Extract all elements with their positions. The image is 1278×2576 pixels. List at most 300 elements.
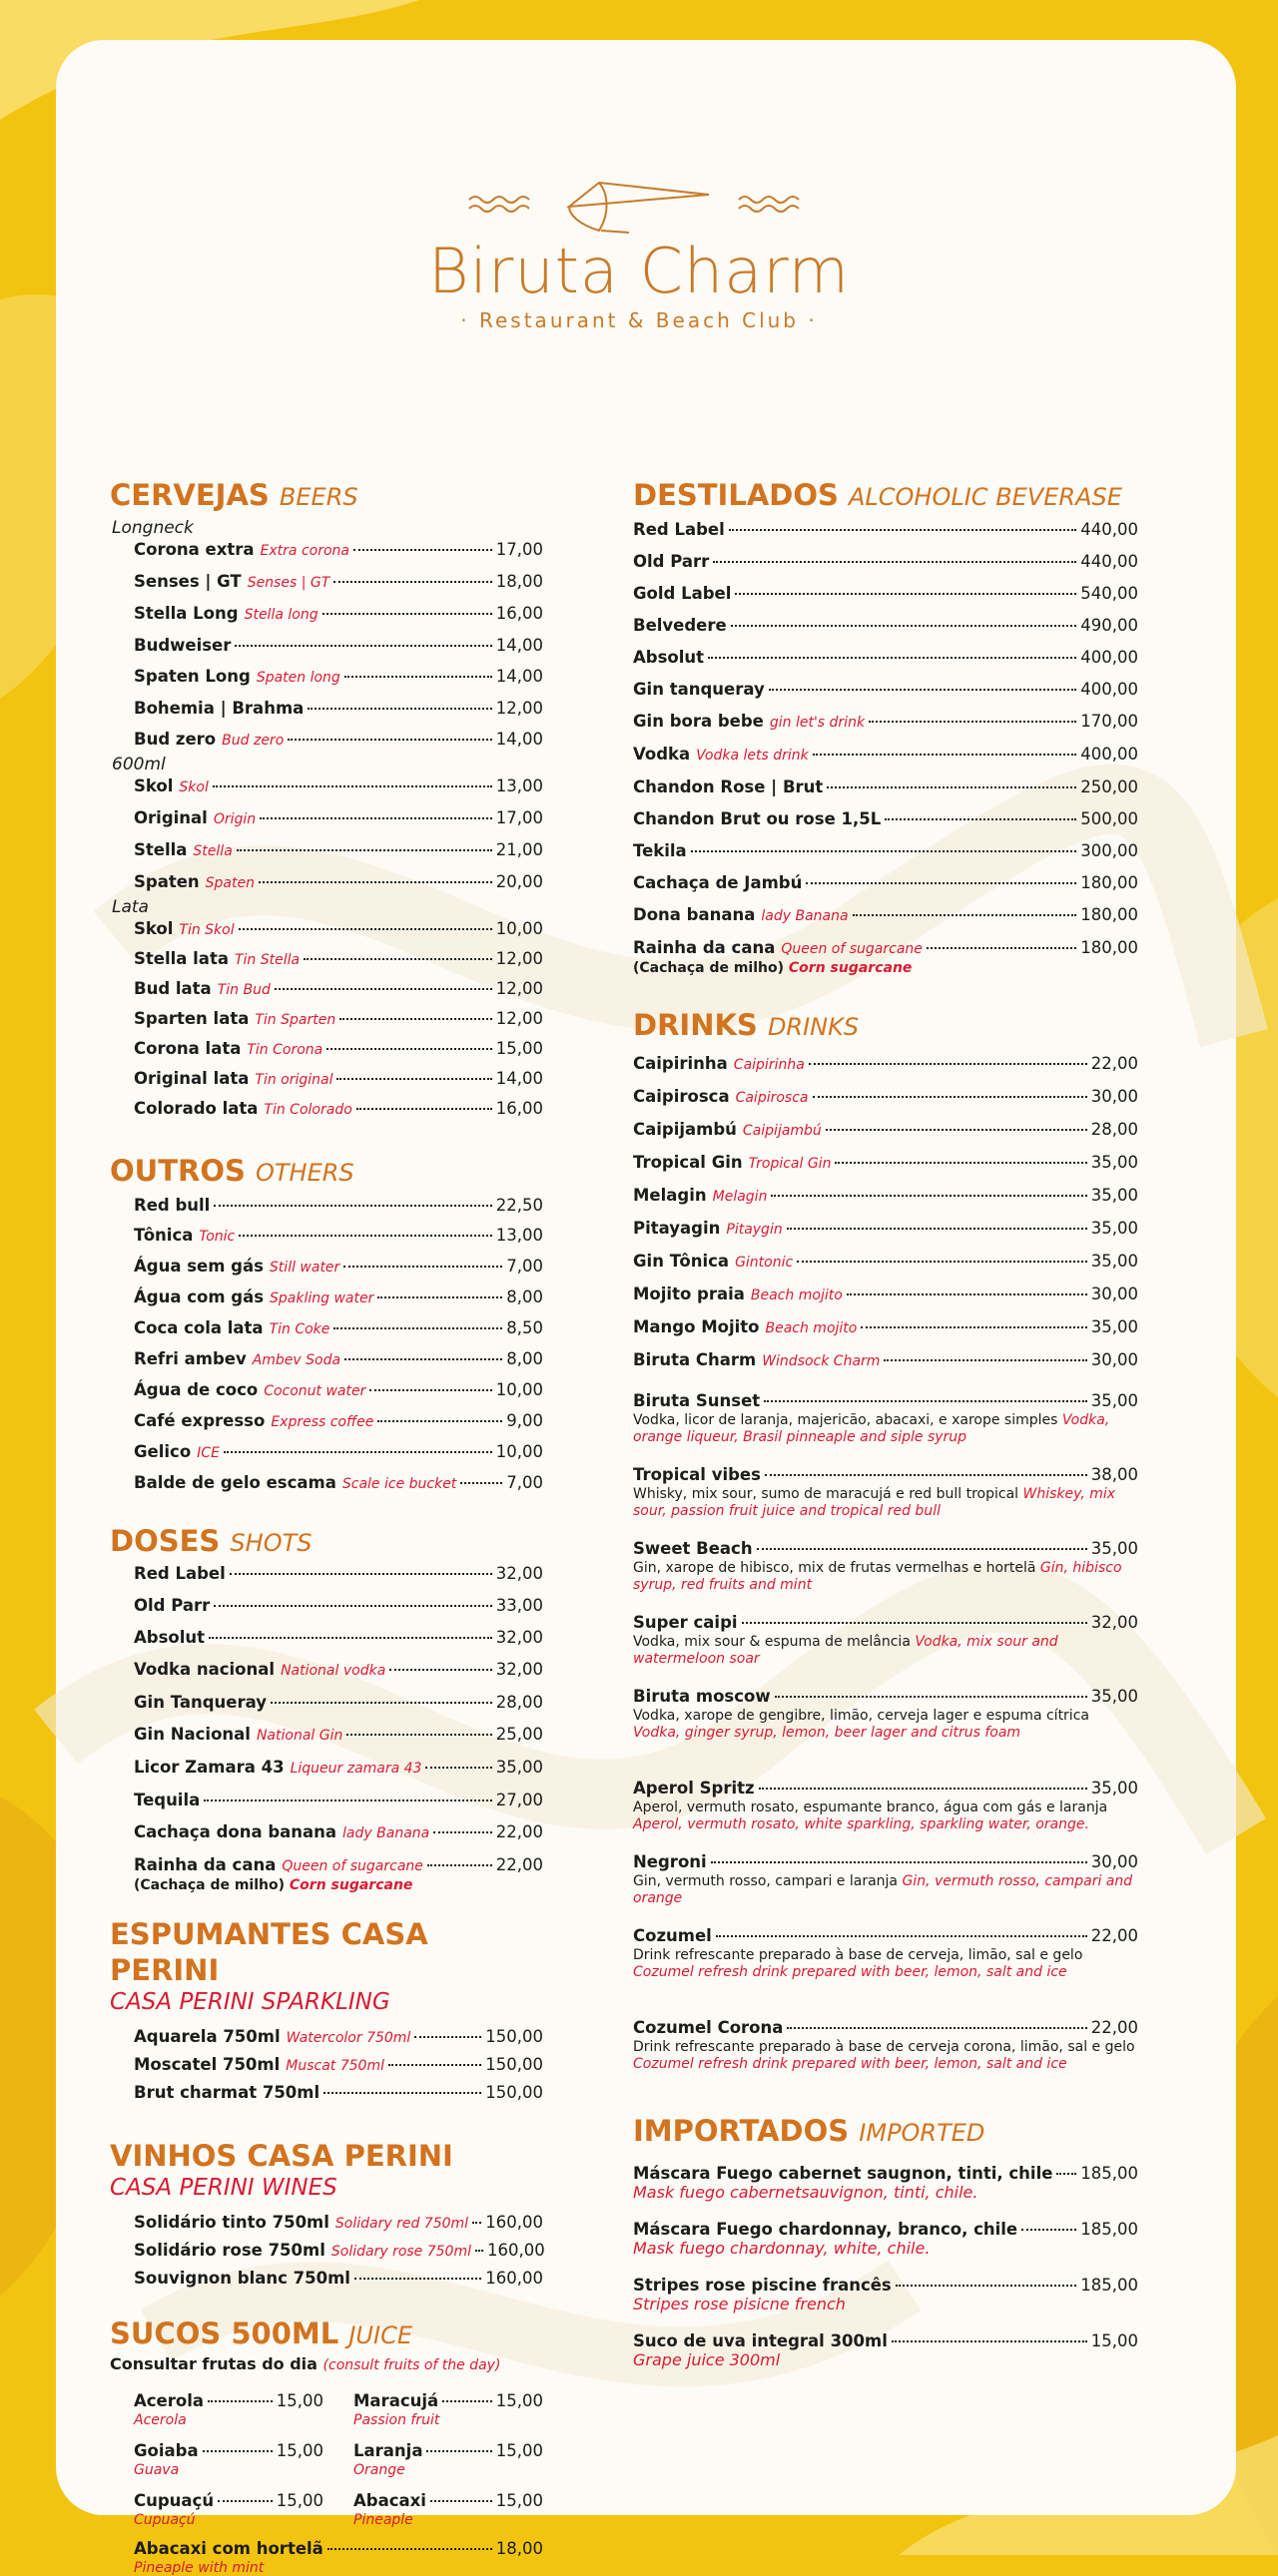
menu-entry [633, 711, 1138, 734]
leader-dots [204, 1800, 491, 1802]
item-name: Acerola [134, 2391, 205, 2410]
section-title-en: IMPORTED [859, 2119, 985, 2147]
menu-entry [134, 1317, 543, 1340]
item-name: Old Parr [633, 552, 710, 571]
leader-dots [759, 1788, 1087, 1790]
menu-entry [134, 1595, 543, 1617]
menu-item [633, 872, 1138, 894]
item-name-en: Bud zero [222, 733, 285, 749]
menu-item [633, 2017, 1138, 2039]
leader-dots [742, 1622, 1087, 1624]
item-price: 32,00 [495, 1564, 543, 1583]
item-price: 27,00 [495, 1791, 543, 1809]
item-name-en: Stripes rose pisicne french [633, 2295, 846, 2314]
item-name: Caipirinha [633, 1054, 728, 1073]
item-name-en: Watercolor 750ml [286, 2030, 411, 2046]
menu-item [633, 1686, 1138, 1708]
item-price: 35,00 [1090, 1687, 1138, 1706]
leader-dots [433, 1831, 492, 1833]
menu-item [633, 1119, 1138, 1142]
brand-subtitle: · Restaurant & Beach Club · [460, 308, 818, 332]
item-name-en: Stella long [244, 607, 319, 623]
item-name-en: ICE [197, 1445, 220, 1461]
item-name: Stella [134, 840, 188, 859]
menu-entry [134, 1038, 543, 1061]
menu-item [633, 1152, 1138, 1175]
leader-dots [813, 1096, 1087, 1098]
item-name-en: Origin [213, 811, 257, 827]
menu-item [134, 1757, 543, 1780]
item-name-en: Ambev Soda [252, 1352, 341, 1368]
leader-dots [460, 1482, 502, 1484]
item-name-en: Scale ice bucket [341, 1476, 457, 1492]
menu-entry [134, 1472, 543, 1495]
menu-item [353, 2390, 543, 2412]
menu-entry [134, 807, 543, 830]
leader-dots [218, 2500, 273, 2502]
item-name: Caipirosca [633, 1087, 730, 1106]
item-description [633, 1947, 1138, 1981]
section-title [633, 477, 1138, 515]
menu-item [134, 1195, 543, 1217]
group-label: Lata [112, 897, 149, 917]
imported-entry [633, 2275, 1138, 2313]
item-name-en: Tin Stella [234, 952, 301, 968]
item-name: Abacaxi com hortelã [134, 2539, 323, 2558]
item-name: Tônica [134, 1226, 194, 1245]
section-title-pt: DRINKS [633, 1008, 758, 1042]
item-price: 8,50 [506, 1318, 543, 1337]
item-description-pt: Gin, vermuth rosso, campari e laranja [633, 1873, 898, 1889]
menu-entry [134, 698, 543, 720]
menu-item [134, 1379, 543, 1402]
item-name: Cachaça dona banana [134, 1822, 337, 1841]
item-name-en: Orange [353, 2462, 405, 2478]
item-name: Stella lata [134, 949, 229, 968]
item-name: Dona banana [633, 905, 756, 924]
item-price: 18,00 [495, 2539, 543, 2558]
section-title [110, 1523, 543, 1561]
leader-dots [239, 928, 492, 930]
item-name: Bohemia | Brahma [134, 699, 305, 718]
menu-item [134, 1724, 543, 1747]
menu-entry [134, 1287, 543, 1309]
section-title-en: BEERS [279, 483, 358, 511]
item-description-pt: Vodka, mix sour & espuma de melância [633, 1634, 911, 1650]
menu-item [134, 1008, 543, 1031]
leader-dots [354, 2278, 481, 2280]
item-price: 400,00 [1080, 680, 1138, 699]
item-price: 35,00 [1090, 1153, 1138, 1172]
menu-entry [134, 978, 543, 1001]
menu-item [353, 2440, 543, 2462]
item-price: 12,00 [495, 949, 543, 968]
item-name-en: Passion fruit [353, 2412, 440, 2428]
section-title [110, 1153, 543, 1191]
item-name: Absolut [633, 648, 705, 667]
leader-dots [806, 882, 1076, 884]
item-name: Cozumel Corona [633, 2018, 784, 2037]
leader-dots [731, 625, 1077, 627]
leader-dots [224, 1451, 492, 1453]
item-price: 18,00 [495, 572, 543, 591]
item-name-en: Skol [179, 779, 209, 795]
item-name-en: National vodka [281, 1663, 386, 1679]
item-name-en: Muscat 750ml [286, 2058, 384, 2074]
item-name: Tekila [633, 841, 687, 860]
leader-dots [711, 1861, 1087, 1863]
item-name-en: Vodka lets drink [696, 748, 809, 764]
menu-entry [134, 2268, 543, 2290]
item-name-en: Caipirinha [733, 1057, 805, 1073]
item-price: 9,00 [506, 1411, 543, 1430]
menu-entry [134, 1256, 543, 1279]
menu-item [633, 551, 1138, 573]
item-name: Chandon Rose | Brut [633, 777, 824, 796]
item-price: 10,00 [495, 1442, 543, 1461]
item-name: Spaten Long [134, 667, 251, 686]
menu-entry [134, 571, 543, 594]
section-subtitle: CASA PERINI WINES [110, 2175, 337, 2201]
menu-item [134, 729, 543, 752]
item-name: Cupuaçú [134, 2491, 215, 2510]
leader-dots [427, 1864, 492, 1866]
cervejas-section [110, 477, 543, 1121]
menu-item [633, 1538, 1138, 1560]
item-price: 25,00 [495, 1725, 543, 1744]
item-name: Máscara Fuego chardonnay, branco, chile [633, 2220, 1018, 2239]
section-title-en: ALCOHOLIC BEVERASE [848, 483, 1122, 511]
vinhos-section [110, 2138, 543, 2290]
item-price: 30,00 [1090, 1350, 1138, 1369]
menu-entry [633, 1119, 1138, 1142]
item-price: 250,00 [1080, 777, 1138, 796]
item-price: 28,00 [495, 1693, 543, 1712]
menu-entry [633, 1053, 1138, 1076]
section-note-en: (consult fruits of the day) [322, 2357, 501, 2373]
item-name: Máscara Fuego cabernet saugnon, tinti, chile [633, 2164, 1053, 2183]
item-description-en: Vodka, orange liqueur, Brasil pinneaple and siple syrup [633, 1412, 1110, 1445]
windsock-logo-icon [459, 175, 819, 235]
item-name: Água sem gás [134, 1257, 264, 1276]
item-price: 13,00 [495, 776, 543, 795]
item-price: 180,00 [1080, 905, 1138, 924]
menu-item [134, 2082, 543, 2104]
item-name: Bud lata [134, 979, 212, 998]
leader-dots [214, 1605, 491, 1607]
imported-entry [633, 2219, 1138, 2257]
item-name-en: lady Banana [761, 908, 849, 924]
item-description-pt: Aperol, vermuth rosato, espumante branco, água com gás e laranja [633, 1800, 1108, 1815]
menu-item [134, 2538, 543, 2560]
item-name: Stella Long [134, 604, 239, 623]
leader-dots [377, 1420, 502, 1422]
item-name: Coca cola lata [134, 1318, 264, 1337]
menu-item [134, 698, 543, 720]
leader-dots [691, 850, 1077, 852]
item-name-en: lady Banana [342, 1825, 430, 1841]
menu-item [633, 1349, 1138, 1372]
section-title [633, 1007, 1138, 1045]
item-name: Licor Zamara 43 [134, 1758, 285, 1777]
menu-item [134, 1595, 543, 1617]
item-name: Tropical Gin [633, 1153, 743, 1172]
leader-dots [389, 1669, 491, 1671]
menu-entry [134, 1195, 543, 1217]
item-subtitle-pt: (Cachaça de milho) [633, 960, 785, 976]
item-name: Belvedere [633, 616, 727, 635]
item-name-en: Beach mojito [750, 1288, 843, 1303]
item-name: Brut charmat 750ml [134, 2083, 320, 2102]
menu-item [134, 978, 543, 1001]
menu-entry [633, 615, 1138, 637]
menu-item [134, 839, 543, 862]
item-price: 28,00 [1090, 1120, 1138, 1139]
item-name-en: Queen of sugarcane [282, 1858, 423, 1874]
item-description-en: Cozumel refresh drink prepared with beer, lemon, salt and ice [633, 1964, 1067, 1980]
item-price: 35,00 [1090, 1779, 1138, 1798]
item-price: 14,00 [495, 667, 543, 686]
menu-entry [134, 918, 543, 941]
menu-item [633, 1218, 1138, 1241]
item-name: Gin Tanqueray [134, 1693, 267, 1712]
drink-entry [633, 1612, 1138, 1668]
leader-dots [472, 2222, 481, 2224]
leader-dots [729, 529, 1077, 531]
leader-dots [861, 1326, 1086, 1328]
item-name: Tropical vibes [633, 1465, 761, 1484]
menu-item [633, 2163, 1138, 2185]
leader-dots [896, 2285, 1077, 2287]
leader-dots [260, 817, 492, 819]
menu-item [134, 1659, 543, 1682]
menu-item [633, 1851, 1138, 1873]
item-description-pt: Whisky, mix sour, sumo de maracujá e red bull tropical [633, 1486, 1019, 1502]
leader-dots [208, 2400, 273, 2402]
leader-dots [426, 2450, 491, 2452]
menu-entry [633, 840, 1138, 862]
leader-dots [304, 958, 492, 960]
item-name: Goiaba [134, 2441, 199, 2460]
item-name: Vodka nacional [134, 1660, 276, 1679]
menu-entry [633, 583, 1138, 605]
brand-header [0, 175, 1278, 332]
destilados-section [633, 477, 1138, 977]
item-price: 32,00 [495, 1660, 543, 1679]
menu-item [633, 1778, 1138, 1800]
item-price: 150,00 [485, 2055, 543, 2074]
item-name-en: Gintonic [735, 1255, 794, 1271]
item-description-en: Vodka, mix sour and watermeloon soar [633, 1634, 1058, 1667]
item-name-en: Extra corona [260, 543, 349, 559]
leader-dots [230, 1573, 492, 1575]
menu-entry [633, 776, 1138, 798]
item-price: 500,00 [1080, 809, 1138, 828]
menu-entry [134, 1854, 543, 1894]
item-name: Skol [134, 776, 174, 795]
item-name: Gin bora bebe [633, 712, 764, 731]
item-name: Mojito praia [633, 1285, 745, 1303]
menu-item [633, 1390, 1138, 1412]
item-description [633, 1486, 1138, 1520]
menu-entry [633, 1218, 1138, 1241]
leader-dots [430, 2500, 492, 2502]
item-name: Água com gás [134, 1288, 265, 1306]
leader-dots [442, 2400, 492, 2402]
item-price: 180,00 [1080, 938, 1138, 957]
menu-entry [134, 871, 543, 894]
item-price: 15,00 [495, 2391, 543, 2410]
item-name-en: Pitaygin [726, 1222, 783, 1238]
section-title-en: OTHERS [255, 1159, 354, 1187]
item-name: Gin tanqueray [633, 680, 765, 699]
leader-dots [288, 739, 491, 741]
menu-item [633, 711, 1138, 734]
item-name-en: Grape juice 300ml [633, 2350, 781, 2369]
leader-dots [769, 689, 1077, 691]
item-name: Stripes rose piscine francês [633, 2276, 892, 2295]
menu-entry [633, 808, 1138, 830]
section-note [110, 2353, 543, 2376]
item-name: Biruta Charm [633, 1350, 757, 1369]
menu-entry [134, 1379, 543, 1402]
item-name: Gin Nacional [134, 1725, 251, 1744]
leader-dots [322, 613, 492, 615]
item-name: Laranja [353, 2441, 423, 2460]
item-name-en: Still water [269, 1260, 340, 1276]
leader-dots [787, 1228, 1087, 1230]
section-title-pt: CERVEJAS [110, 478, 270, 512]
item-price: 440,00 [1080, 520, 1138, 539]
item-description-en: Cozumel refresh drink prepared with beer, lemon, salt and ice [633, 2056, 1067, 2072]
menu-entry [134, 539, 543, 562]
item-name-en: Beach mojito [765, 1320, 858, 1336]
item-name-en: Tropical Gin [748, 1156, 832, 1172]
menu-item [633, 776, 1138, 798]
leader-dots [339, 1018, 492, 1020]
menu-item [134, 1287, 543, 1309]
item-price: 17,00 [495, 808, 543, 827]
item-price: 32,00 [495, 1628, 543, 1647]
item-name: Tequila [134, 1791, 201, 1809]
item-name-en: Solidary red 750ml [334, 2216, 469, 2232]
drinks-section [633, 1007, 1138, 2073]
item-description [633, 1560, 1138, 1594]
leader-dots [927, 947, 1076, 949]
leader-dots [787, 2027, 1086, 2029]
menu-entry [134, 839, 543, 862]
imported-entry [633, 2163, 1138, 2201]
item-name: Gelico [134, 1442, 192, 1461]
menu-item [633, 1925, 1138, 1947]
leader-dots [713, 561, 1076, 563]
item-name: Aquarela 750ml [134, 2027, 281, 2046]
menu-item [633, 744, 1138, 767]
item-price: 150,00 [485, 2083, 543, 2102]
item-name: Rainha da cana [633, 938, 776, 957]
section-title: ESPUMANTES CASA PERINI [110, 1917, 428, 1987]
section-title-pt: IMPORTADOS [633, 2114, 850, 2148]
item-price: 22,00 [1090, 1054, 1138, 1073]
menu-item [633, 840, 1138, 862]
section-title [633, 2113, 1138, 2151]
item-name-en: Spaten long [256, 670, 340, 686]
leader-dots [884, 1359, 1086, 1361]
item-name-en: Express coffee [271, 1414, 374, 1430]
item-name-en: National Gin [256, 1728, 343, 1744]
item-name: Bud zero [134, 730, 217, 749]
item-subtitle-pt: (Cachaça de milho) [134, 1877, 286, 1893]
item-price: 16,00 [495, 604, 543, 623]
item-price: 180,00 [1080, 873, 1138, 892]
menu-item [134, 1225, 543, 1248]
menu-entry [134, 1790, 543, 1811]
item-name: Cachaça de Jambú [633, 873, 803, 892]
menu-entry [134, 1563, 543, 1585]
menu-item [633, 1464, 1138, 1486]
item-price: 33,00 [495, 1596, 543, 1615]
menu-entry [134, 775, 543, 798]
section-subtitle: CASA PERINI SPARKLING [110, 1989, 390, 2015]
item-price: 35,00 [1090, 1391, 1138, 1410]
menu-item [633, 808, 1138, 830]
item-name-en: Spakling water [270, 1290, 374, 1306]
menu-item [353, 2490, 543, 2512]
item-name-en: Cupuaçú [134, 2512, 196, 2528]
menu-entry [633, 519, 1138, 541]
leader-dots [813, 754, 1077, 756]
item-name-en: Tin Coke [269, 1321, 330, 1337]
item-price: 15,00 [1090, 2331, 1138, 2350]
leader-dots [353, 549, 492, 551]
section-title-pt: SUCOS 500ML [110, 2317, 339, 2350]
leader-dots [235, 645, 491, 647]
menu-entry [134, 1627, 543, 1649]
leader-dots [835, 1162, 1086, 1164]
item-price: 14,00 [495, 730, 543, 749]
menu-item [633, 1053, 1138, 1076]
menu-item [134, 1410, 543, 1433]
item-price: 15,00 [276, 2391, 323, 2410]
item-price: 14,00 [495, 636, 543, 655]
item-price: 160,00 [485, 2213, 543, 2232]
item-price: 22,50 [495, 1196, 543, 1215]
leader-dots [356, 1108, 492, 1110]
item-name: Gin Tônica [633, 1252, 730, 1271]
item-description [633, 1708, 1138, 1742]
item-price: 22,00 [495, 1855, 543, 1874]
menu-entry [134, 1659, 543, 1682]
menu-entry [134, 2490, 323, 2528]
menu-item [134, 918, 543, 941]
menu-item [633, 647, 1138, 669]
menu-item [134, 1256, 543, 1279]
leader-dots [1056, 2173, 1076, 2175]
leader-dots [414, 2036, 481, 2038]
item-price: 12,00 [495, 979, 543, 998]
item-price: 30,00 [1090, 1852, 1138, 1871]
item-price: 13,00 [495, 1226, 543, 1245]
menu-item [134, 1068, 543, 1091]
item-price: 22,00 [1090, 2018, 1138, 2037]
item-name-en: Tin Sparten [255, 1012, 336, 1028]
leader-dots [475, 2250, 483, 2252]
item-price: 8,00 [506, 1349, 543, 1368]
leader-dots [797, 1261, 1087, 1263]
item-name-en: Mask fuego chardonnay, white, chile. [633, 2239, 931, 2258]
group-label: Longneck [112, 518, 194, 538]
menu-entry [353, 2390, 543, 2428]
